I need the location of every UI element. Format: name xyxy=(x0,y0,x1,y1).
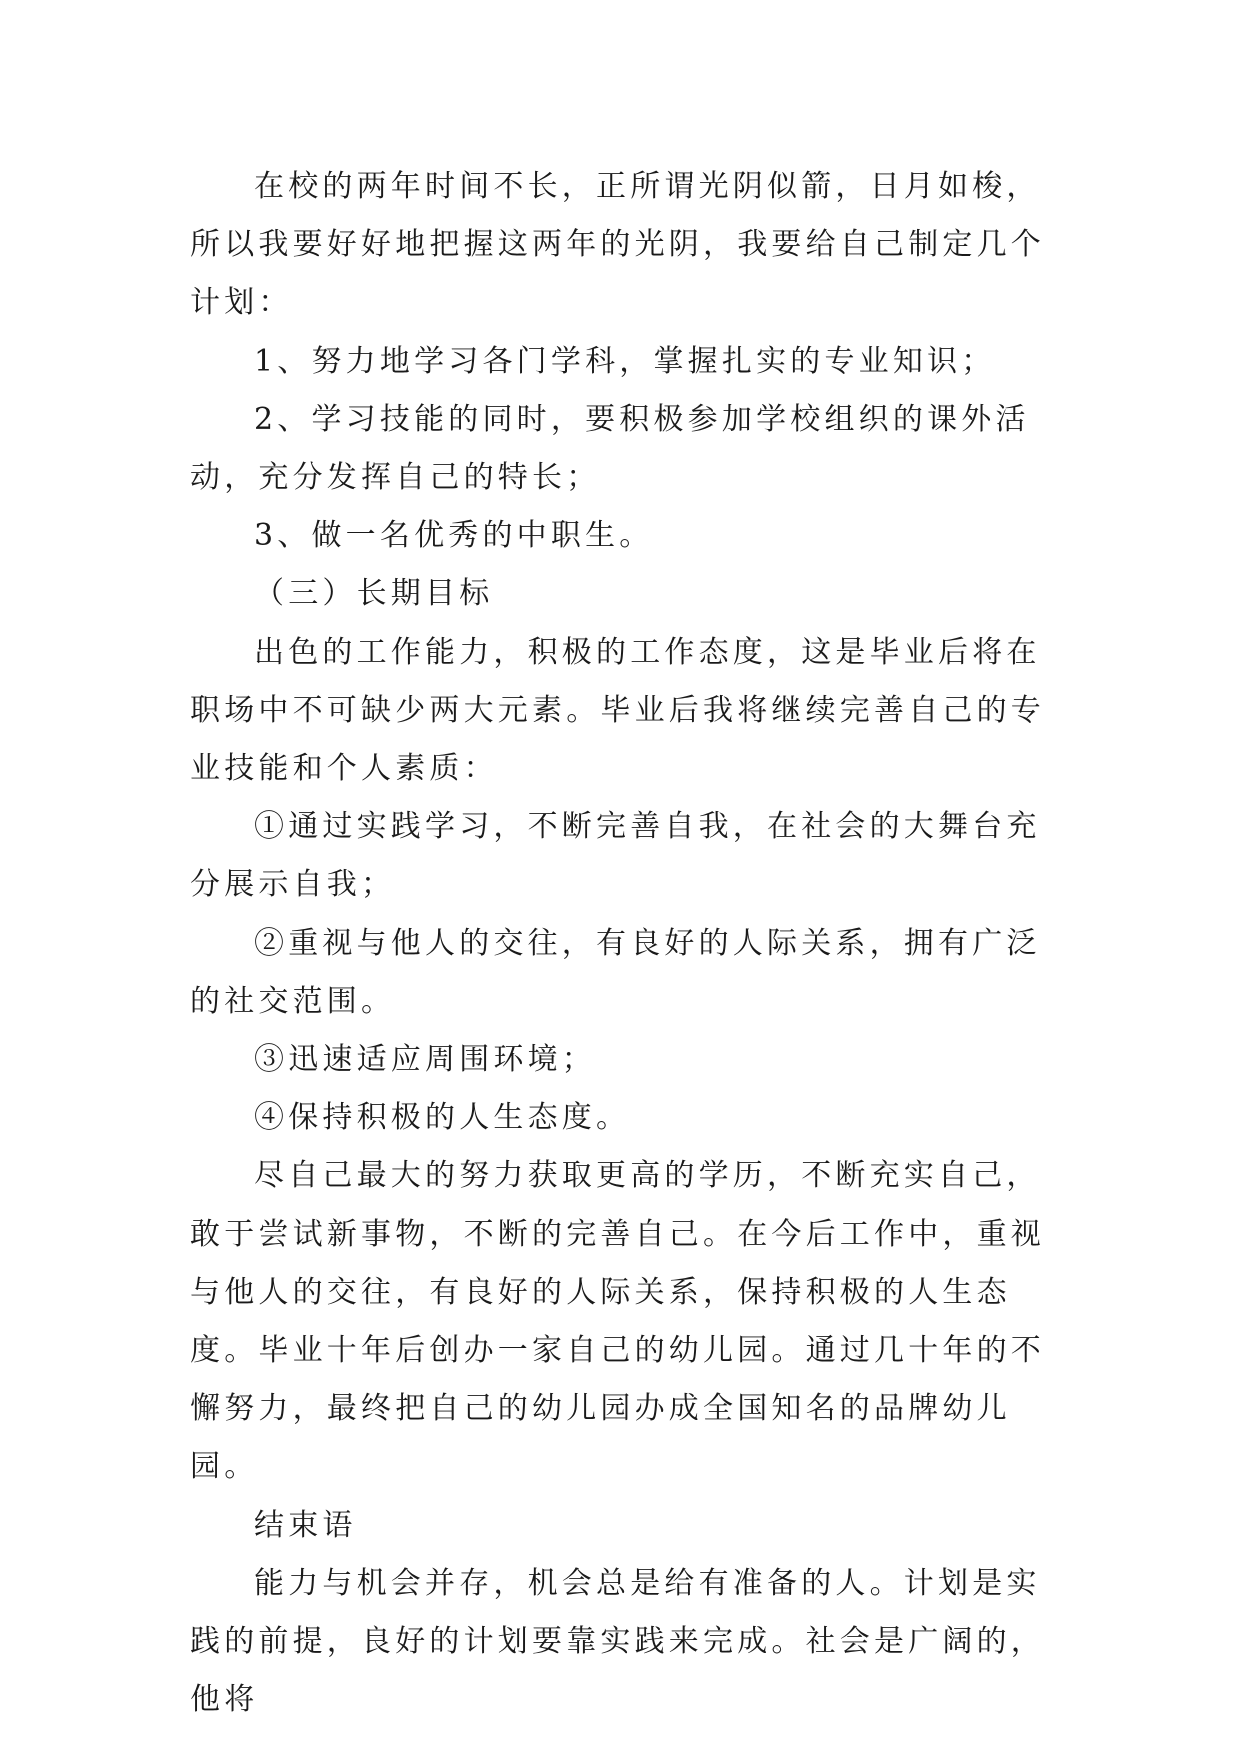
list-item-2: 2、学习技能的同时，要积极参加学校组织的课外活动，充分发挥自己的特长； xyxy=(190,401,1030,496)
paragraph-long-term: 出色的工作能力，积极的工作态度，这是毕业后将在职场中不可缺少两大元素。毕业后我将继续完善自己的专业技能和个人素质： xyxy=(190,634,1045,787)
document-body xyxy=(190,158,1060,1729)
section-heading-long-term-goals: （三）长期目标 xyxy=(254,576,494,612)
paragraph-conclusion: 能力与机会并存，机会总是给有准备的人。计划是实践的前提，良好的计划要靠实践来完成。社会是广阔的，他将 xyxy=(190,1565,1045,1718)
section-heading-conclusion: 结束语 xyxy=(254,1507,357,1543)
goal-item-3: ③迅速适应周围环境； xyxy=(254,1042,596,1078)
list-item-1: 1、努力地学习各门学科，掌握扎实的专业知识； xyxy=(254,343,996,379)
paragraph-plan: 尽自己最大的努力获取更高的学历，不断充实自己，敢于尝试新事物，不断的完善自己。在今后工作中，重视与他人的交往，有良好的人际关系，保持积极的人生态度。毕业十年后创办一家自己的幼儿园。通过几十年的不懈努力，最终把自己的幼儿园办成全国知名的品牌幼儿园。 xyxy=(190,1158,1045,1485)
goal-item-4: ④保持积极的人生态度。 xyxy=(254,1100,631,1136)
goal-item-2: ②重视与他人的交往，有良好的人际关系，拥有广泛的社交范围。 xyxy=(190,925,1041,1019)
paragraph-intro: 在校的两年时间不长，正所谓光阴似箭，日月如梭，所以我要好好地把握这两年的光阴，我要给自己制定几个计划： xyxy=(190,169,1045,321)
goal-item-1: ①通过实践学习，不断完善自我，在社会的大舞台充分展示自我； xyxy=(190,809,1041,903)
list-item-3: 3、做一名优秀的中职生。 xyxy=(254,518,654,554)
